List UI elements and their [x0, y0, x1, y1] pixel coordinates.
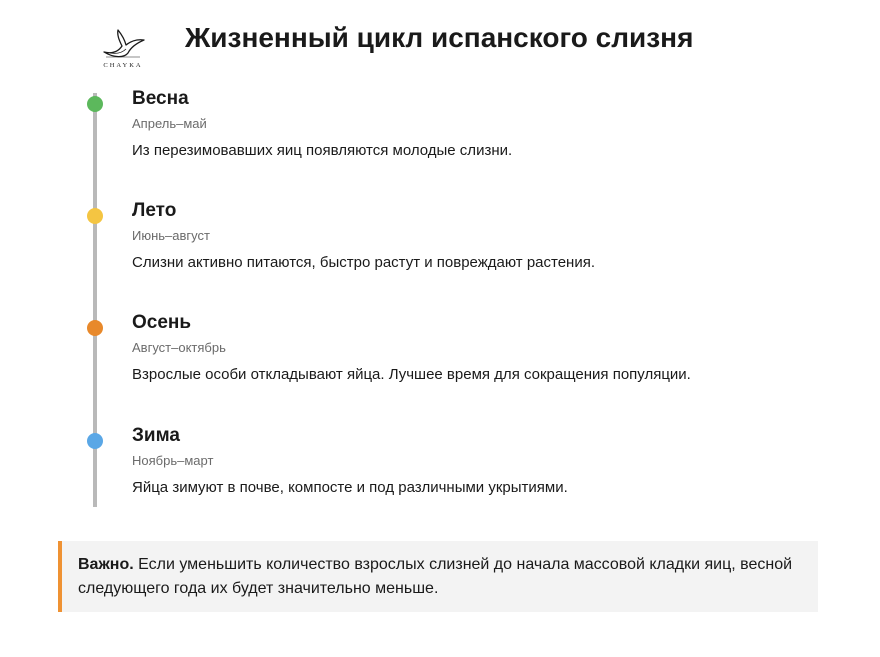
stage-description: Яйца зимуют в почве, компосте и под различными укрытиями. — [132, 479, 568, 496]
stage-dot-summer — [87, 208, 103, 224]
stage-autumn — [0, 312, 880, 420]
stage-winter — [0, 425, 880, 533]
stage-dot-autumn — [87, 320, 103, 336]
logo-text: CHAYKA — [103, 62, 143, 69]
stage-period: Апрель–май — [132, 116, 207, 131]
stage-name: Осень — [132, 312, 192, 333]
stage-period: Ноябрь–март — [132, 453, 214, 468]
note-text: Если уменьшить количество взрослых слизней до начала массовой кладки яиц, весной следующего года их будет значительно меньше. — [78, 556, 793, 597]
note-label: Важно. — [78, 556, 134, 573]
page-title: Жизненный цикл испанского слизня — [185, 22, 694, 53]
stage-description: Взрослые особи откладывают яйца. Лучшее время для сокращения популяции. — [132, 366, 691, 383]
stage-description: Слизни активно питаются, быстро растут и повреждают растения. — [132, 254, 596, 271]
stage-dot-spring — [87, 96, 103, 112]
stage-summer — [0, 200, 880, 308]
stage-name: Лето — [132, 200, 177, 221]
stage-period: Август–октябрь — [132, 340, 226, 355]
stage-name: Весна — [132, 88, 189, 109]
stage-description: Из перезимовавших яиц появляются молодые слизни. — [132, 142, 513, 159]
stage-period: Июнь–август — [132, 228, 210, 243]
stage-spring — [0, 88, 880, 196]
important-note — [58, 541, 818, 612]
stage-dot-winter — [87, 433, 103, 449]
stage-name: Зима — [132, 425, 180, 446]
